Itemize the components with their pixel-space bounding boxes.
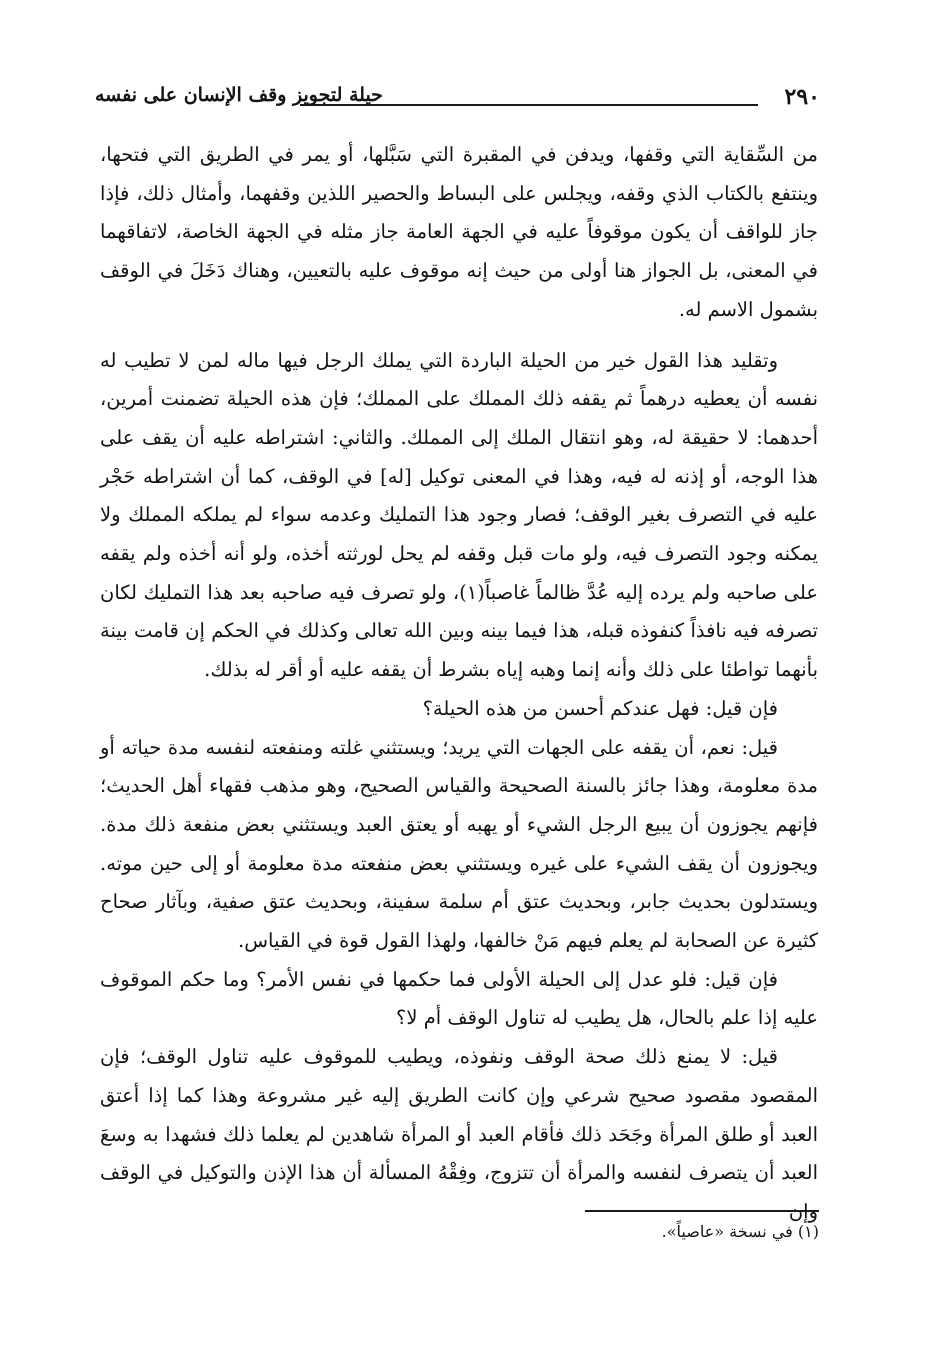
paragraph-4: قيل: نعم، أن يقفه على الجهات التي يريد؛ ويستثني غلته ومنفعته لنفسه مدة حياته أو مدة معلومة، وهذا جائز بالسنة الصحيحة والقياس الصحيح، وهو مذهب فقهاء أهل الحديث؛ فإنهم يجوزون أن يبيع الرجل الشيء أو يهبه أو يعتق العبد ويستثني بعض منفعة ذلك مدة. ويجوزون أن يقف الشيء على غيره ويستثني بعض منفعته مدة معلومة أو إلى حين موته. ويستدلون بحديث جابر، وبحديث عتق أم سلمة سفينة، وبحديث عتق صفية، وبآثار صحاح كثيرة عن الصحابة لم يعلم فيهم مَنْ خالفها، ولهذا القول قوة في القياس. bbox=[100, 735, 818, 953]
paragraph-3: فإن قيل: فهل عندكم أحسن من هذه الحيلة؟ bbox=[422, 696, 778, 720]
footnote: (١) في نسخة «عاصياً». bbox=[661, 1222, 819, 1241]
paragraph-2: وتقليد هذا القول خير من الحيلة الباردة التي يملك الرجل فيها ماله لمن لا تطيب له نفسه أن يعطيه درهماً ثم يقفه ذلك المملك على المملك؛ فإن هذه الحيلة تضمنت أمرين، أحدهما: لا حقيقة له، وهو انتقال الملك إلى المملك. والثاني: اشتراطه عليه أن يقف على هذا الوجه، أو إذنه له فيه، وهذا في المعنى توكيل [له] في الوقف، كما أن اشتراطه حَجْر عليه في التصرف بغير الوقف؛ فصار وجود هذا التمليك وعدمه سواء لم يملكه المملك ولا يمكنه وجود التصرف فيه، ولو مات قبل وقفه لم يحل لورثته أخذه، ولو أنه أخذه ولم يقفه على صاحبه ولم يرده إليه عُدَّ ظالماً غاصباً(١)، ولو تصرف فيه صاحبه بعد هذا التمليك لكان تصرفه فيه نافذاً كنفوذه قبله، هذا فيما بينه وبين الله تعالى وكذلك في الحكم إن قامت بينة بأنهما تواطئا على ذلك وأنه إنما وهبه إياه بشرط أن يقفه عليه أو أقر له بذلك. bbox=[100, 348, 818, 682]
page-header bbox=[95, 82, 820, 116]
paragraph-6: قيل: لا يمنع ذلك صحة الوقف ونفوذه، ويطيب للموقوف عليه تناول الوقف؛ فإن المقصود مقصود صحيح شرعي وإن كانت الطريق إليه غير مشروعة وهذا كما إذا أعتق العبد أو طلق المرأة وجَحَد ذلك فأقام العبد أو المرأة شاهدين لم يعلما ذلك فشهدا به وسعَ العبد أن يتصرف لنفسه والمرأة أن تتزوج، وفِقْهُ المسألة أن هذا الإذن والتوكيل في الوقف وإن bbox=[100, 1045, 818, 1223]
body-text bbox=[100, 136, 818, 1232]
page-number: ٢٩٠ bbox=[784, 84, 820, 110]
paragraph-5: فإن قيل: فلو عدل إلى الحيلة الأولى فما حكمها في نفس الأمر؟ وما حكم الموقوف عليه إذا علم بالحال، هل يطيب له تناول الوقف أم لا؟ bbox=[100, 967, 818, 1030]
paragraph-1: من السِّقاية التي وقفها، ويدفن في المقبرة التي سَبَّلها، أو يمر في الطريق التي فتحها، وينتفع بالكتاب الذي وقفه، ويجلس على البساط والحصير اللذين وقفهما، وأمثال ذلك، فإذا جاز للواقف أن يكون موقوفاً عليه في الجهة العامة جاز مثله في الجهة الخاصة، لاتفاقهما في المعنى، بل الجواز هنا أولى من حيث إنه موقوف عليه بالتعيين، وهناك دَخَلَ في الوقف بشمول الاسم له. bbox=[100, 143, 818, 321]
running-title: حيلة لتجويز وقف الإنسان على نفسه bbox=[95, 84, 383, 106]
footnote-rule bbox=[585, 1210, 819, 1212]
